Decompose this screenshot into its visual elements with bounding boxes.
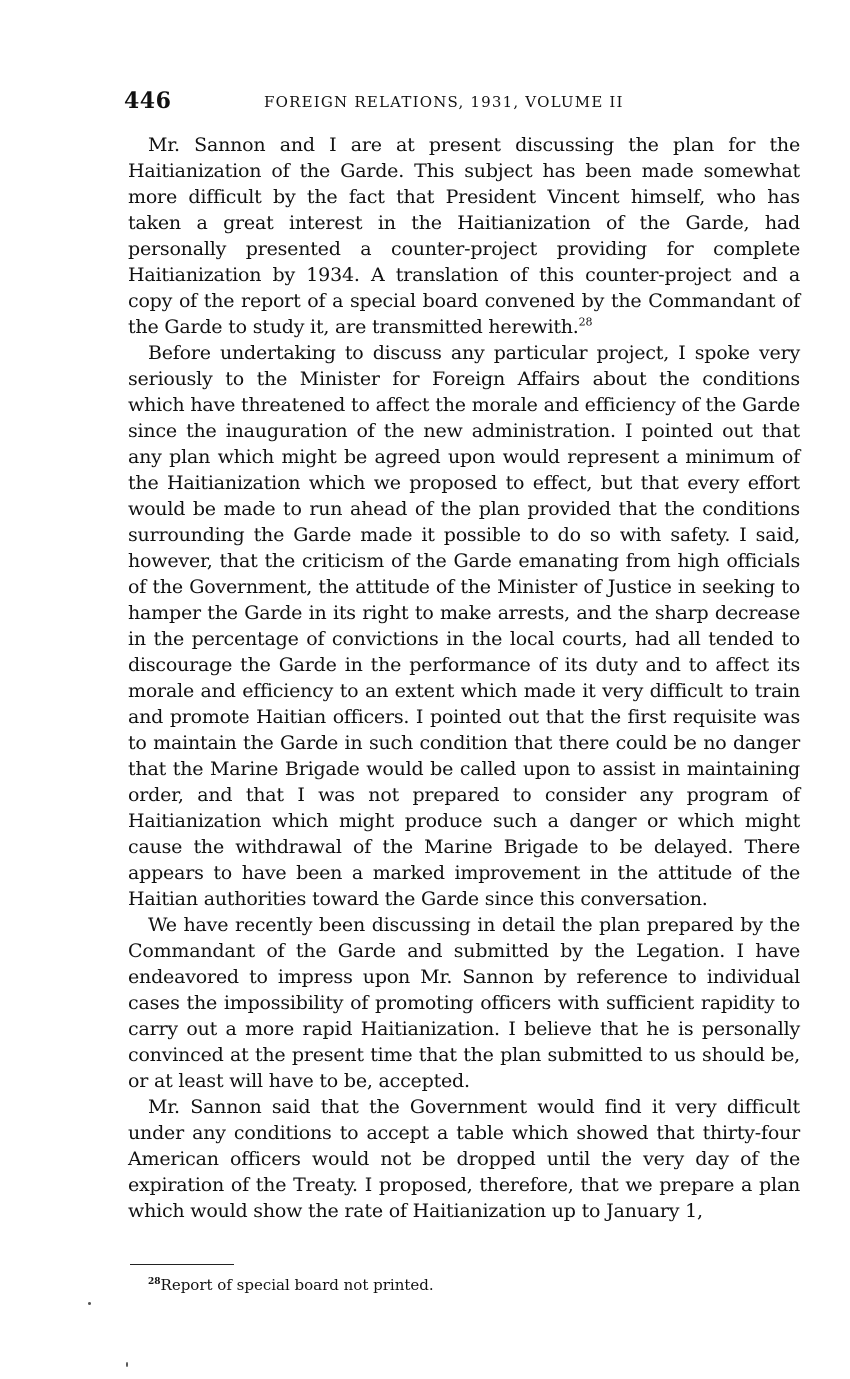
footnote	[148, 1275, 788, 1295]
page-header	[124, 88, 800, 118]
scan-speck	[126, 1362, 128, 1367]
page-number: 446	[124, 88, 172, 114]
paragraph-3	[128, 912, 800, 1094]
footnote-text: Report of special board not printed.	[160, 1276, 434, 1294]
paragraph-1	[128, 132, 800, 340]
paragraph-4	[128, 1094, 800, 1224]
paragraph-text: Mr. Sannon and I are at present discussing the plan for the Haitianization of the Garde. This subject has been made somewhat more difficult by the fact that President Vincent himself, who has taken a great interest in the Haitianization of the Garde, had personally presented a counter-project providing for complete Haitianization by 1934. A translation of this counter-project and a copy of the report of a special board convened by the Commandant of the Garde to study it, are transmitted herewith.	[128, 134, 800, 338]
paragraph-text: Mr. Sannon said that the Government would find it very difficult under any conditions to accept a table which showed that thirty-four American officers would not be dropped until the very day of the expiration of the Treaty. I proposed, therefore, that we prepare a plan which would show the rate of Haitianization up to January 1,	[128, 1096, 800, 1222]
paragraph-text: We have recently been discussing in detail the plan prepared by the Commandant of the Garde and submitted by the Legation. I have endeavored to impress upon Mr. Sannon by reference to individual cases the impossibility of promoting officers with sufficient rapidity to carry out a more rapid Haitianization. I believe that he is personally convinced at the present time that the plan submitted to us should be, or at least will have to be, accepted.	[128, 914, 800, 1092]
paragraph-2	[128, 340, 800, 912]
footnote-reference: 28	[578, 315, 593, 329]
body-text	[128, 132, 800, 1224]
footnote-divider	[130, 1264, 234, 1265]
footnote-mark: 28	[148, 1277, 161, 1287]
paragraph-text: Before undertaking to discuss any particular project, I spoke very seriously to the Minister for Foreign Affairs about the conditions which have threatened to affect the morale and efficiency of the Garde since the inauguration of the new administration. I pointed out that any plan which might be agreed upon would represent a minimum of the Haitianization which we proposed to effect, but that every effort would be made to run ahead of the plan provided that the conditions surrounding the Garde made it possible to do so with safety. I said, however, that the criticism of the Garde emanating from high officials of the Government, the attitude of the Minister of Justice in seeking to hamper the Garde in its right to make arrests, and the sharp decrease in the percentage of convictions in the local courts, had all tended to discourage the Garde in the performance of its duty and to affect its morale and efficiency to an extent which made it very difficult to train and promote Haitian officers. I pointed out that the first requisite was to maintain the Garde in such condition that there could be no danger that the Marine Brigade would be called upon to assist in maintaining order, and that I was not prepared to consider any program of Haitianization which might produce such a danger or which might cause the withdrawal of the Marine Brigade to be delayed. There appears to have been a marked improvement in the attitude of the Haitian authorities toward the Garde since this conversation.	[128, 342, 800, 910]
scan-speck	[88, 1302, 91, 1305]
running-head: FOREIGN RELATIONS, 1931, VOLUME II	[264, 93, 624, 111]
